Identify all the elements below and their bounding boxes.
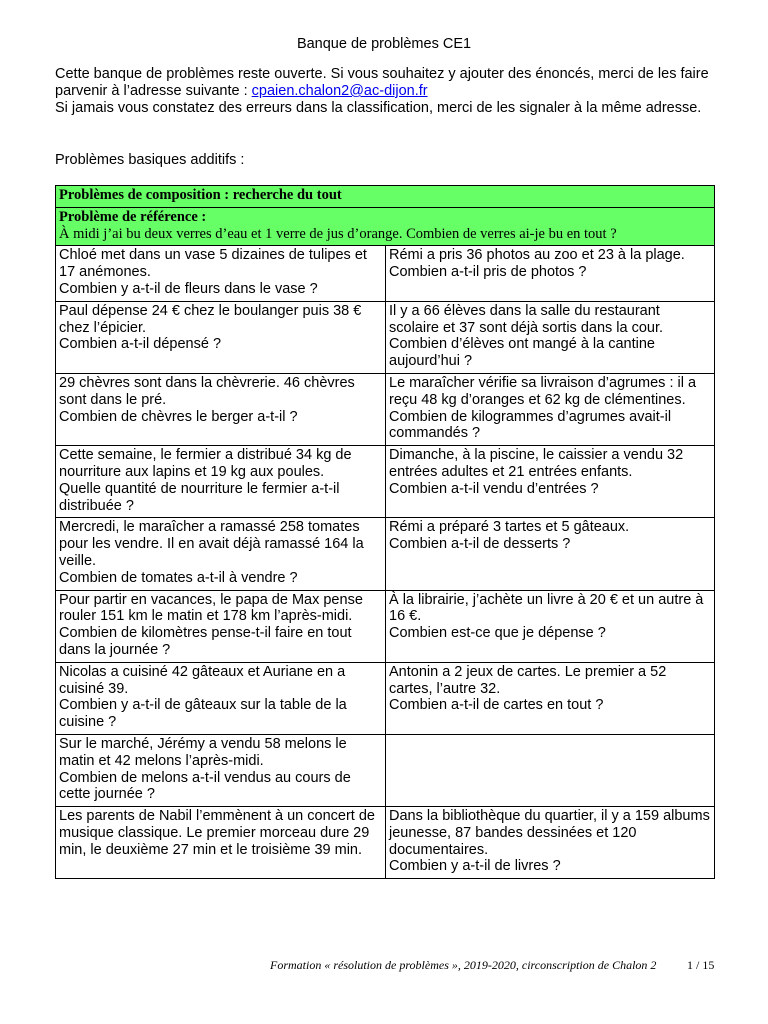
problem-line: Combien de chèvres le berger a-t-il ?	[59, 408, 298, 425]
problem-line: 29 chèvres sont dans la chèvrerie. 46 chèvres sont dans le pré.	[59, 374, 355, 408]
problem-line: Combien est-ce que je dépense ?	[389, 625, 606, 642]
problem-line: Combien a-t-il pris de photos ?	[389, 264, 587, 281]
intro-paragraph	[55, 66, 715, 100]
document-title: Banque de problèmes CE1	[296, 36, 472, 52]
problem-line: Combien a-t-il vendu d’entrées ?	[389, 480, 599, 497]
section-heading: Problèmes basiques additifs :	[55, 152, 245, 168]
problem-line: Mercredi, le maraîcher a ramassé 258 tomates pour les vendre. Il en avait déjà ramassé 164 la veille.	[59, 519, 364, 569]
table-row	[56, 590, 715, 662]
table-row	[56, 446, 715, 518]
problem-line: Nicolas a cuisiné 42 gâteaux et Auriane en a cuisiné 39.	[59, 663, 346, 697]
problem-line: Rémi a pris 36 photos au zoo et 23 à la plage.	[389, 247, 685, 264]
problem-line: Combien a-t-il de cartes en tout ?	[389, 697, 604, 714]
problem-cell-left	[56, 246, 386, 301]
table-row	[56, 662, 715, 734]
problem-line: Combien a-t-il de desserts ?	[389, 536, 571, 553]
problem-cell-right	[386, 446, 715, 518]
problem-cell-left	[56, 446, 386, 518]
problem-cell-right	[386, 301, 715, 373]
table-row	[56, 807, 715, 879]
problem-line: Pour partir en vacances, le papa de Max pense rouler 151 km le matin et 178 km l’après-midi.	[59, 591, 363, 625]
intro-block	[55, 66, 715, 117]
page-number: 1 / 15	[687, 958, 715, 972]
problem-line: Combien de kilomètres pense-t-il faire en tout dans la journée ?	[59, 625, 352, 658]
problem-line: Paul dépense 24 € chez le boulanger puis 38 € chez l’épicier.	[59, 302, 362, 336]
problem-line: Combien y a-t-il de gâteaux sur la table de la cuisine ?	[59, 697, 347, 731]
table-header-cell	[56, 186, 715, 208]
problem-line: Combien de melons a-t-il vendus au cours de cette journée ?	[59, 769, 351, 803]
email-link[interactable]: cpaien.chalon2@ac-dijon.fr	[251, 83, 428, 99]
problem-line: Combien y a-t-il de fleurs dans le vase ?	[59, 280, 318, 297]
problem-cell-right	[386, 373, 715, 445]
table-row	[56, 246, 715, 301]
problem-line: À la librairie, j’achète un livre à 20 € et un autre à 16 €.	[389, 591, 704, 625]
problem-line: Dans la bibliothèque du quartier, il y a 159 albums jeunesse, 87 bandes dessinées et 120 documentaires.	[389, 808, 710, 858]
problem-cell-left	[56, 662, 386, 734]
problem-cell-right	[386, 590, 715, 662]
table-header-text: Problèmes de composition : recherche du tout	[59, 187, 342, 203]
problem-line: Sur le marché, Jérémy a vendu 58 melons le matin et 42 melons l’après-midi.	[59, 735, 347, 769]
reference-row	[56, 207, 715, 246]
reference-cell	[56, 207, 715, 246]
problem-cell-left	[56, 807, 386, 879]
footer-text: Formation « résolution de problèmes », 2019-2020, circonscription de Chalon 2	[270, 958, 657, 972]
problem-line: Combien y a-t-il de livres ?	[389, 858, 561, 875]
problem-line: Le maraîcher vérifie sa livraison d’agrumes : il a reçu 48 kg d’oranges et 62 kg de clémentines.	[389, 374, 697, 408]
problem-line: Chloé met dans un vase 5 dizaines de tulipes et 17 anémones.	[59, 247, 367, 281]
problem-cell-right	[386, 518, 715, 590]
problem-cell-left	[56, 301, 386, 373]
table-row	[56, 301, 715, 373]
table-row	[56, 518, 715, 590]
reference-text: À midi j’ai bu deux verres d’eau et 1 verre de jus d’orange. Combien de verres ai-je bu en tout ?	[59, 225, 617, 242]
problem-cell-right	[386, 662, 715, 734]
problem-cell-right	[386, 246, 715, 301]
problem-cell-left	[56, 590, 386, 662]
problem-line: Combien de tomates a-t-il à vendre ?	[59, 569, 298, 586]
table-row	[56, 734, 715, 806]
problem-cell-left	[56, 734, 386, 806]
table-header-row	[56, 186, 715, 208]
problems-table	[55, 185, 715, 879]
problem-line: Il y a 66 élèves dans la salle du restaurant scolaire et 37 sont déjà sortis dans la cour.	[389, 302, 664, 336]
table-row	[56, 373, 715, 445]
problem-line: Antonin a 2 jeux de cartes. Le premier a 52 cartes, l’autre 32.	[389, 663, 667, 697]
problem-cell-left	[56, 373, 386, 445]
problem-cell-right	[386, 807, 715, 879]
intro-errors-paragraph: Si jamais vous constatez des erreurs dans la classification, merci de les signaler à la même adresse.	[55, 100, 702, 116]
problem-line: Combien de kilogrammes d’agrumes avait-il commandés ?	[389, 408, 672, 442]
problem-line: Cette semaine, le fermier a distribué 34 kg de nourriture aux lapins et 19 kg aux poules.	[59, 447, 352, 480]
problem-line: Les parents de Nabil l’emmènent à un concert de musique classique. Le premier morceau dure 29 min, le deuxième 27 min et le troisième 39 min.	[59, 808, 375, 858]
intro-text: Cette banque de problèmes reste ouverte. Si vous souhaitez y ajouter des énoncés, merci de les faire parvenir à l’adresse suivante :	[55, 66, 709, 99]
problem-line: Combien d’élèves ont mangé à la cantine aujourd’hui ?	[389, 336, 655, 370]
problem-cell-left	[56, 518, 386, 590]
problem-line: Rémi a préparé 3 tartes et 5 gâteaux.	[389, 519, 630, 536]
problem-line: Dimanche, à la piscine, le caissier a vendu 32 entrées adultes et 21 entrées enfants.	[389, 447, 684, 480]
problem-line: Quelle quantité de nourriture le fermier a-t-il distribuée ?	[59, 480, 340, 514]
reference-label: Problème de référence :	[59, 208, 207, 225]
problem-line: Combien a-t-il dépensé ?	[59, 336, 222, 353]
problem-cell-right	[386, 734, 715, 806]
